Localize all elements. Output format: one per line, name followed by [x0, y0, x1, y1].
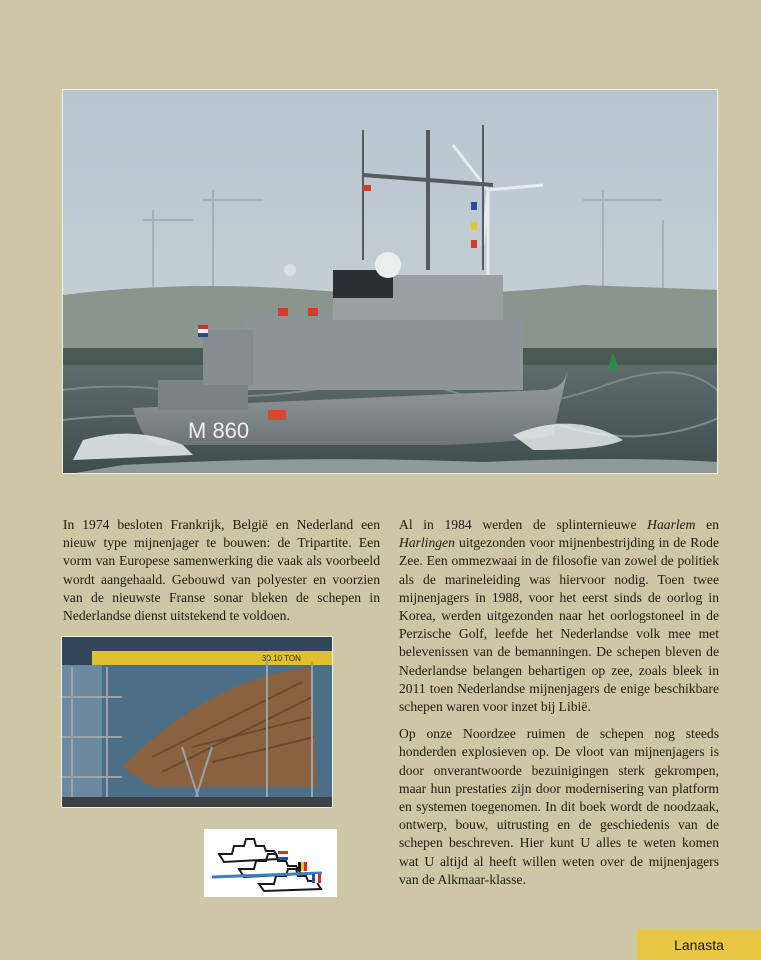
p1-lead: Al in 1984 werden de splinternieuwe	[399, 517, 648, 532]
publisher-label: Lanasta	[637, 930, 761, 960]
body-text-column	[399, 516, 719, 898]
ship-name-haarlem: Haarlem	[647, 517, 696, 532]
cover-photo-minehunter	[62, 89, 718, 474]
intro-paragraph: In 1974 besloten Frankrijk, België en Nederland een nieuw type mijnenjager te bouwen: de Tripartite. Een vorm van Europese samenwerking die vaak als voorbeeld wordt aangehaald. Gebouwd van polyester en voorzien van de nieuwste Franse sonar bleken de schepen in Nederlandse dienst uitstekend te voldoen.	[63, 517, 380, 624]
p1-and: en	[695, 517, 719, 532]
flotilla-logo	[204, 829, 337, 897]
hull-number: M 860	[188, 418, 250, 443]
shipyard-construction-photo	[61, 636, 333, 808]
intro-text-column	[63, 516, 380, 634]
body-paragraph-2: Op onze Noordzee ruimen de schepen nog steeds honderden explosieven op. De vloot van mijnenjagers is door onverantwoorde bezuinigingen sterk gekrompen, maar hun prestaties zijn door modernisering van platform en systemen toegenomen. In dit boek wordt de noodzaak, ontwerp, bouw, uitrusting en de geschiedenis van de schepen beschreven. Hier kunt U alles te weten komen wat U altijd al heeft willen weten over de mijnenjagers van de Alkmaar-klasse.	[399, 726, 719, 887]
p1-rest: uitgezonden voor mijnenbestrijding in de Rode Zee. Een ommezwaai in de filosofie van zowel de politiek als de marineleiding was hiervoor nodig. Toen twee mijnenjagers in 1988, voor het eerst sinds de oorlog in Korea, werden uitgezonden naar het oorlogstoneel in de Perzische Golf, leefde het Nederlandse volk mee met belevenissen van de bemanningen. De schepen bleven de Nederlandse belangen behartigen op zee, zoals bleek in 2011 toen Nederlandse mijnenjagers de enige beschikbare schepen waren voor inzet bij Libië.	[399, 535, 719, 715]
ship-name-harlingen: Harlingen	[399, 535, 455, 551]
crane-capacity-label: 30.10 TON	[262, 654, 301, 663]
body-paragraph-1	[399, 516, 719, 716]
